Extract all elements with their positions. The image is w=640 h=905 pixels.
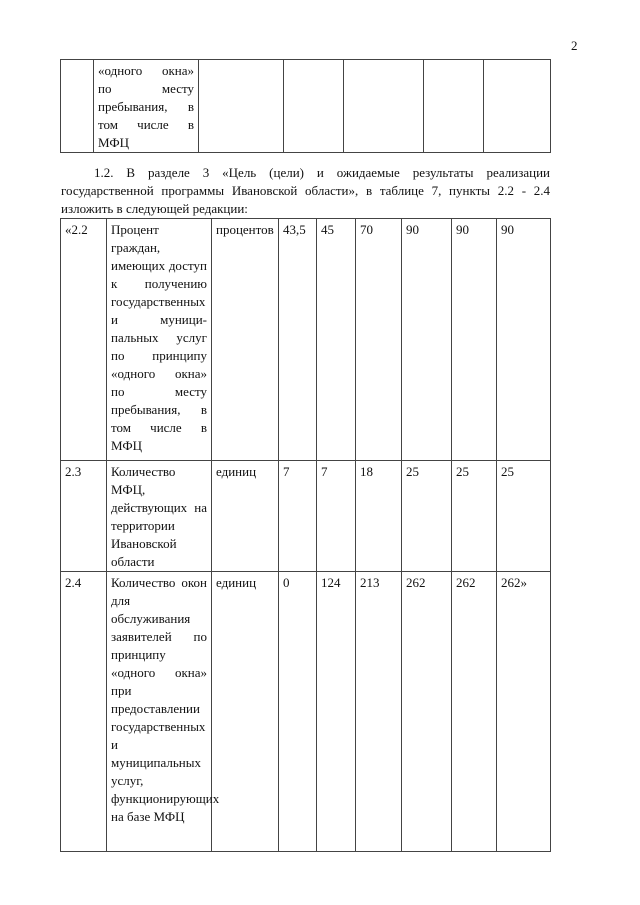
table-cell	[284, 60, 344, 153]
table-fragment-top	[60, 59, 551, 153]
unit-cell: единиц	[212, 461, 279, 572]
value-cell: 213	[356, 572, 402, 852]
table-row	[61, 572, 551, 852]
value-cell: 25	[402, 461, 452, 572]
value-cell: 262»	[497, 572, 551, 852]
table-cell	[61, 60, 94, 153]
table-cell	[424, 60, 484, 153]
row-number-cell: 2.3	[61, 461, 107, 572]
table-cell	[344, 60, 424, 153]
table-row	[61, 60, 551, 153]
amendment-paragraph: 1.2. В разделе 3 «Цель (цели) и ожидаемые результаты реализации государственной программы Ивановской области», в таблице 7, пункты 2.2 - 2.4 изложить в следующей редакции:	[61, 165, 550, 216]
unit-cell: процентов	[212, 219, 279, 461]
value-cell: 43,5	[279, 219, 317, 461]
indicators-table	[60, 218, 551, 852]
page-number: 2	[571, 38, 578, 53]
value-cell: 70	[356, 219, 402, 461]
value-cell: 262	[402, 572, 452, 852]
value-cell: 45	[317, 219, 356, 461]
row-number-cell: 2.4	[61, 572, 107, 852]
value-cell: 0	[279, 572, 317, 852]
unit-cell: единиц	[212, 572, 279, 852]
table-row	[61, 219, 551, 461]
value-cell: 18	[356, 461, 402, 572]
table-row	[61, 461, 551, 572]
value-cell: 90	[452, 219, 497, 461]
table-cell	[199, 60, 284, 153]
value-cell: 90	[497, 219, 551, 461]
indicator-name-cell: Количество окон для обслуживания заявителей по принципу «одного окна» при предоставлении государственных и муниципальных услуг, функционирующих на базе МФЦ	[107, 572, 212, 852]
value-cell: 262	[452, 572, 497, 852]
value-cell: 124	[317, 572, 356, 852]
indicator-name-cell: Количество МФЦ, действующих на территории Ивановской области	[107, 461, 212, 572]
table-cell-name: «одного окна» по месту пребывания, в том числе в МФЦ	[94, 60, 199, 153]
value-cell: 7	[279, 461, 317, 572]
value-cell: 25	[452, 461, 497, 572]
table-cell	[484, 60, 551, 153]
indicator-name-cell: Процент граждан, имеющих доступ к получению государственных и муници-пальных услуг по принципу «одного окна» по месту пребывания, в том числе в МФЦ	[107, 219, 212, 461]
value-cell: 7	[317, 461, 356, 572]
value-cell: 25	[497, 461, 551, 572]
value-cell: 90	[402, 219, 452, 461]
row-number-cell: «2.2	[61, 219, 107, 461]
